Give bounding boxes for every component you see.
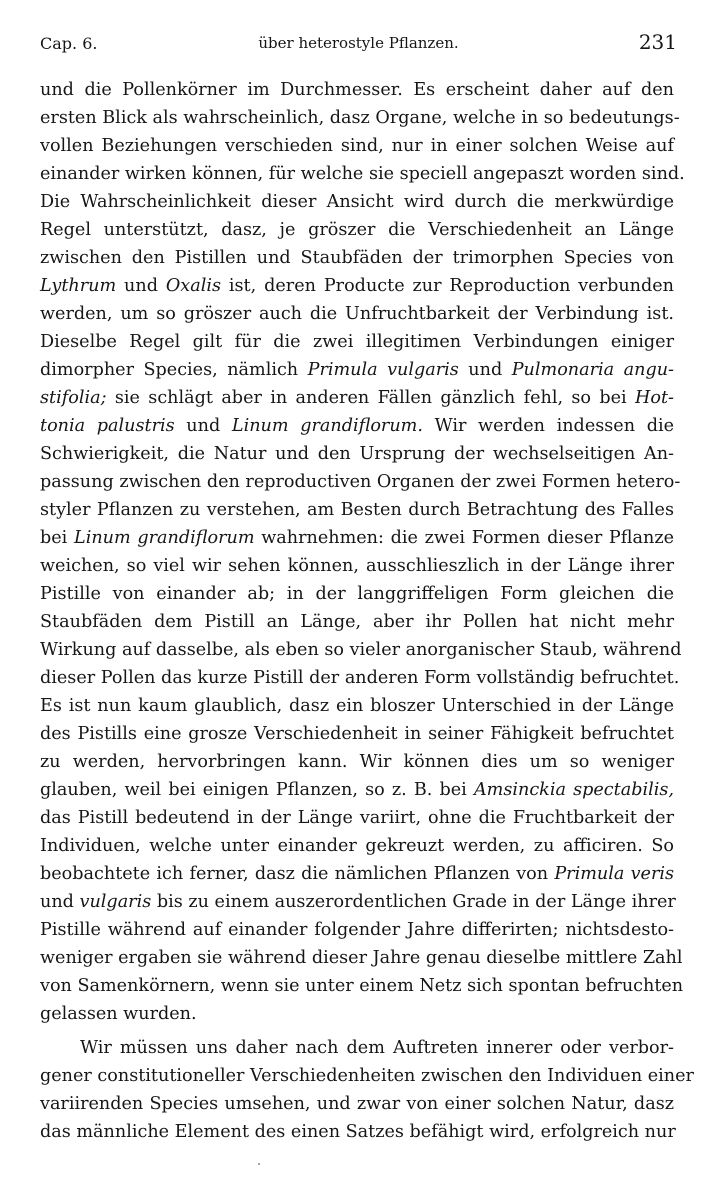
text-line — [40, 496, 674, 524]
text-run: Regel unterstützt, dasz, je gröszer die Verschiedenheit an Länge — [40, 220, 674, 240]
text-run: werden, um so gröszer auch die Unfruchtbarkeit der Verbindung ist. — [40, 304, 674, 324]
italic-term: Linum grandiflorum — [74, 528, 255, 548]
text-line — [40, 468, 681, 496]
text-run: Wir werden indessen die — [422, 416, 674, 436]
text-line — [40, 1062, 694, 1090]
italic-term: Oxalis — [165, 276, 221, 296]
text-run: beobachtete ich ferner, dasz die nämlichen Pflanzen von — [40, 864, 555, 884]
text-line — [40, 580, 674, 608]
text-run: das Pistill bedeutend in der Länge variirt, ohne die Fruchtbarkeit der — [40, 808, 674, 828]
text-line — [40, 552, 674, 580]
text-line — [40, 860, 674, 888]
italic-term: vulgaris — [79, 892, 152, 912]
text-line — [40, 916, 674, 944]
text-run: vollen Beziehungen verschieden sind, nur in einer solchen Weise auf — [40, 136, 674, 156]
text-line — [40, 440, 674, 468]
text-run: bis zu einem auszerordentlichen Grade in der Länge ihrer — [151, 892, 676, 912]
text-line — [40, 692, 674, 720]
text-run: Es ist nun kaum glaublich, dasz ein bloszer Unterschied in der Länge — [40, 696, 674, 716]
italic-term: Pulmonaria angu- — [511, 360, 674, 380]
text-run: Wir müssen uns daher nach dem Auftreten innerer oder verbor- — [80, 1038, 674, 1058]
text-run: Staubfäden dem Pistill an Länge, aber ihr Pollen hat nicht mehr — [40, 612, 674, 632]
text-line — [40, 132, 674, 160]
text-line — [40, 1000, 674, 1028]
text-run: sie schlägt aber in anderen Fällen gänzlich fehl, so bei — [106, 388, 636, 408]
text-run: bei — [40, 528, 75, 548]
text-run: einander wirken können, für welche sie speciell angepaszt worden sind. — [40, 164, 685, 184]
text-run: ersten Blick als wahrscheinlich, dasz Organe, welche in so bedeutungs- — [40, 108, 680, 128]
text-run: weniger ergaben sie während dieser Jahre genau dieselbe mittlere Zahl — [40, 948, 683, 968]
text-line — [40, 608, 674, 636]
text-line — [40, 104, 680, 132]
text-run: gener constitutioneller Verschiedenheiten zwischen den Individuen einer — [40, 1066, 694, 1086]
text-run: und — [458, 360, 512, 380]
text-run: variirenden Species umsehen, und zwar von einer solchen Natur, dasz — [40, 1094, 674, 1114]
text-line — [40, 1118, 674, 1146]
text-line — [40, 244, 674, 272]
text-line — [40, 524, 674, 552]
text-line — [40, 748, 674, 776]
text-line — [40, 972, 684, 1000]
italic-term: Hot- — [635, 388, 674, 408]
text-line — [40, 664, 680, 692]
page-number: 231 — [638, 30, 677, 54]
italic-term: Amsinckia spectabilis, — [473, 780, 674, 800]
text-line — [40, 160, 685, 188]
text-run: zu werden, hervorbringen kann. Wir können dies um so weniger — [40, 752, 674, 772]
text-line — [40, 356, 674, 384]
text-run: dimorpher Species, nämlich — [40, 360, 308, 380]
text-run: weichen, so viel wir sehen können, ausschlieszlich in der Länge ihrer — [40, 556, 674, 576]
text-run: dieser Pollen das kurze Pistill der anderen Form vollständig befruchtet. — [40, 668, 680, 688]
text-run: und — [174, 416, 232, 436]
text-line — [40, 636, 682, 664]
text-line — [40, 216, 674, 244]
text-run: Individuen, welche unter einander gekreuzt werden, zu afficiren. So — [40, 836, 674, 856]
text-run: und die Pollenkörner im Durchmesser. Es erscheint daher auf den — [40, 80, 674, 100]
text-run: glauben, weil bei einigen Pflanzen, so z. B. bei — [40, 780, 474, 800]
text-run: und — [116, 276, 166, 296]
text-line — [80, 1034, 674, 1062]
chapter-label: Cap. 6. — [40, 34, 98, 53]
text-run: gelassen wurden. — [40, 1004, 197, 1024]
text-line — [40, 944, 683, 972]
running-header — [40, 30, 677, 58]
text-run: Dieselbe Regel gilt für die zwei illegitimen Verbindungen einiger — [40, 332, 674, 352]
text-line — [40, 832, 674, 860]
text-run: und — [40, 892, 80, 912]
text-line — [40, 384, 674, 412]
italic-term: Primula vulgaris — [307, 360, 459, 380]
text-run: passung zwischen den reproductiven Organen der zwei Formen hetero- — [40, 472, 681, 492]
italic-term: stifolia; — [40, 388, 107, 408]
text-run: ist, deren Producte zur Reproduction verbunden — [221, 276, 674, 296]
text-run: Wirkung auf dasselbe, als eben so vieler anorganischer Staub, während — [40, 640, 682, 660]
text-line — [40, 804, 674, 832]
text-line — [40, 720, 674, 748]
text-run: Schwierigkeit, die Natur und den Ursprung der wechselseitigen An- — [40, 444, 674, 464]
text-run: wahrnehmen: die zwei Formen dieser Pflanze — [254, 528, 675, 548]
italic-term: Lythrum — [40, 276, 117, 296]
text-run: des Pistills eine grosze Verschiedenheit in seiner Fähigkeit befruchtet — [40, 724, 674, 744]
text-line — [40, 412, 674, 440]
text-run: das männliche Element des einen Satzes befähigt wird, erfolgreich nur — [40, 1122, 676, 1142]
text-line — [40, 188, 674, 216]
text-line — [40, 76, 674, 104]
text-run: styler Pflanzen zu verstehen, am Besten durch Betrachtung des Falles — [40, 500, 674, 520]
italic-term: tonia palustris — [40, 416, 175, 436]
text-run: zwischen den Pistillen und Staubfäden der trimorphen Species von — [40, 248, 674, 268]
running-title: über heterostyle Pflanzen. — [258, 34, 459, 52]
text-line — [40, 300, 674, 328]
text-line — [40, 776, 674, 804]
italic-term: Linum grandiflorum. — [231, 416, 423, 436]
text-line — [40, 328, 674, 356]
print-speck — [258, 1163, 260, 1165]
text-run: Die Wahrscheinlichkeit dieser Ansicht wird durch die merkwürdige — [40, 192, 674, 212]
text-line — [40, 1090, 674, 1118]
text-line — [40, 888, 674, 916]
text-line — [40, 272, 674, 300]
italic-term: Primula veris — [554, 864, 675, 884]
text-run: Pistille von einander ab; in der langgriffeligen Form gleichen die — [40, 584, 674, 604]
text-run: Pistille während auf einander folgender Jahre differirten; nichtsdesto- — [40, 920, 674, 940]
text-run: von Samenkörnern, wenn sie unter einem Netz sich spontan befruchten — [40, 976, 684, 996]
